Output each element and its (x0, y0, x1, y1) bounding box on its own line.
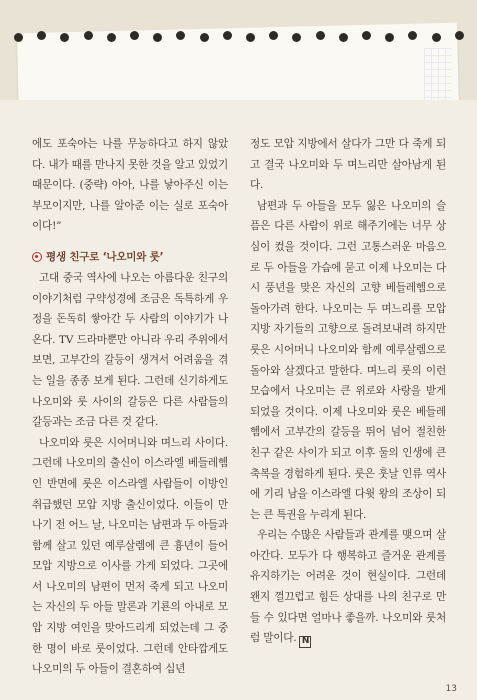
body-paragraph: 나오미와 룻은 시어머니와 며느리 사이다. 그런데 나오미의 출신이 이스라엘 베들레헴인 반면에 룻은 이스라엘 사람들이 이방인 취급했던 모압 지방 출신이었다. 이들이 만나기 전 어느 날, 나오미는 남편과 두 아들과 함께 살고 있던 예루살렘에 큰 흉년이 들어 모압 지방으로 이사를 가게 되었다. 그곳에서 나오미의 남편이 먼저 죽게 되고 나오미는 자신의 두 아들 말론과 기룐의 아내로 모압 지방 여인을 맞아드리게 되었는데 그 중 한 명이 바로 룻이었다. 그런데 안타깝게도 나오미의 두 아들이 결혼하여 십년 (32, 436, 228, 676)
binder-hole-icon (84, 31, 93, 40)
binder-hole-icon (432, 33, 441, 42)
binder-hole-icon (176, 31, 185, 40)
body-paragraph: 정도 모압 지방에서 살다가 그만 다 죽게 되고 결국 나오미와 두 며느리만 살아남게 된다. (250, 138, 446, 192)
binder-hole-icon (292, 33, 301, 42)
binder-hole-icon (153, 33, 162, 42)
right-column (250, 134, 446, 649)
binder-hole-icon (385, 33, 394, 42)
section-subhead (32, 246, 228, 268)
binder-hole-icon (130, 31, 139, 40)
closing-text: 우리는 수많은 사람들과 관계를 맺으며 살아간다. 모두가 다 행복하고 즐거운 관계를 유지하기는 어려운 것이 현실이다. 그런데 왠지 껄끄럽고 힘든 상대를 나의 친구로 만들 수 있다면 얼마나 좋을까. 나오미와 룻처럼 말이다. (250, 529, 446, 645)
binder-holes (14, 28, 464, 42)
binder-hole-icon (37, 31, 46, 40)
binder-hole-icon (408, 31, 417, 40)
flower-bullet-icon (32, 252, 42, 262)
binder-hole-icon (316, 31, 325, 40)
binder-hole-icon (246, 33, 255, 42)
binder-hole-icon (455, 31, 464, 40)
binder-hole-icon (339, 33, 348, 42)
closing-paragraph (250, 525, 446, 649)
body-paragraph: 고대 중국 역사에 나오는 아름다운 친구의 이야기처럼 구약성경에 조금은 독특하게 우정을 돈독히 쌓아간 두 사람의 이야기가 나온다. TV 드라마뿐만 아니라 우리 주위에서 보면, 고부간의 갈등이 생겨서 어려움을 겪는 일을 종종 보게 된다. 그런데 신기하게도 나오미와 룻 사이의 갈등은 다른 사람들의 갈등과는 조금 다른 것 같다. (32, 271, 228, 429)
binder-hole-icon (223, 31, 232, 40)
binder-hole-icon (269, 31, 278, 40)
subhead-text: 평생 친구로 ‘나오미와 룻’ (46, 250, 164, 263)
graph-paper-corner (424, 48, 452, 108)
page-number: 13 (445, 684, 457, 694)
end-mark-icon: N (299, 636, 311, 648)
left-column (32, 134, 228, 680)
binder-hole-icon (60, 33, 69, 42)
binder-hole-icon (362, 31, 371, 40)
intro-paragraph: 에도 포숙아는 나를 무능하다고 하지 않았다. 내가 때를 만나지 못한 것을 알고 있었기 때문이다. (중략) 아아, 나를 낳아주신 이는 부모이지만, 나를 알아준 이는 실로 포숙아이다!” (32, 138, 228, 233)
body-paragraph: 남편과 두 아들을 모두 잃은 나오미의 슬픔은 다른 사람이 위로 해주기에는 너무 상심이 컸을 것이다. 그런 고통스러운 마음으로 두 아들을 가슴에 묻고 이제 나오미는 다시 풍년을 맞은 자신의 고향 베들레헴으로 돌아가려 한다. 나오미는 두 며느리를 모압 지방 자기들의 고향으로 돌려보내려 하지만 룻은 시어머니 나오미와 함께 예루살렘으로 돌아와 살겠다고 말한다. 며느리 룻의 이런 모습에서 나오미는 큰 위로와 사랑을 받게 되었을 것이다. 이제 나오미와 룻은 베들레헴에서 고부간의 갈등을 뛰어 넘어 절친한 친구 같은 사이가 되고 이후 둘의 인생에 큰 축복을 경험하게 된다. 룻은 훗날 인류 역사에 기리 남을 이스라엘 다윗 왕의 조상이 되는 큰 특권을 누리게 된다. (250, 199, 446, 521)
binder-hole-icon (200, 33, 209, 42)
binder-hole-icon (107, 33, 116, 42)
header-banner (0, 0, 477, 100)
binder-hole-icon (14, 33, 23, 42)
